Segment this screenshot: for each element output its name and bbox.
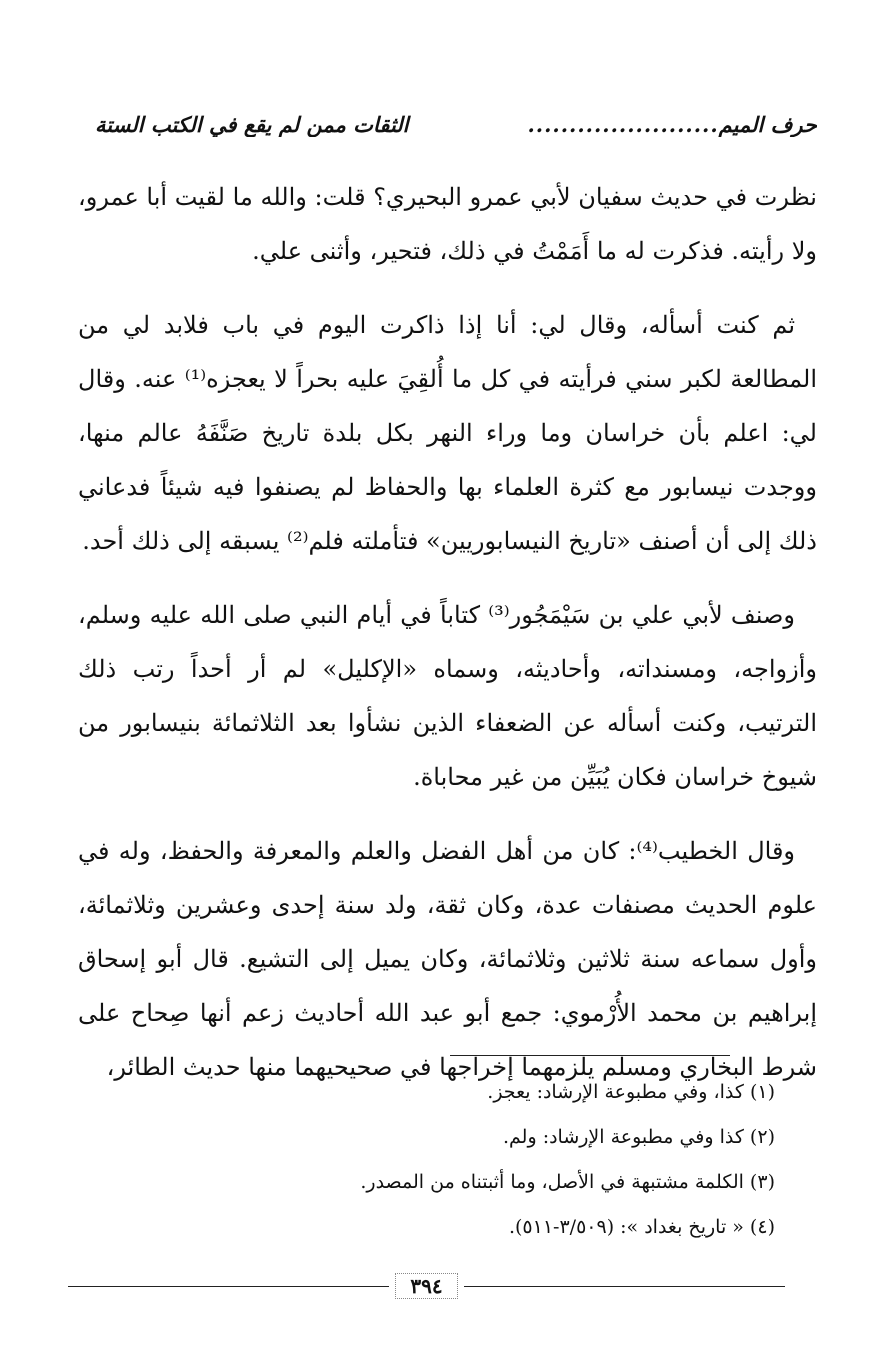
footer-rule-left [68,1286,389,1287]
footnote-separator [450,1055,730,1056]
footnote-3: (٣) الكلمة مشتبهة في الأصل، وما أثبتناه من المصدر. [360,1171,775,1193]
footer-rule-right [464,1286,785,1287]
footnotes [150,1070,775,1250]
running-head-book-title: الثقات ممن لم يقع في الكتب الستة [95,112,409,137]
page-footer [68,1274,785,1298]
footnote-4: (٤) « تاريخ بغداد »: (٣/٥٠٩-٥١١). [508,1216,775,1238]
paragraph-4: وقال الخطيب⁽⁴⁾: كان من أهل الفضل والعلم والمعرفة والحفظ، وله في علوم الحديث مصنفات عدة، وكان ثقة، ولد سنة إحدى وعشرين وثلاثمائة، وأول سماعه سنة ثلاثين وثلاثمائة، وكان يميل إلى التشيع. قال أبو إسحاق إبراهيم بن محمد الأُرْموي: جمع أبو عبد الله أحاديث زعم أنها صِحاح على شرط البخاري ومسلم يلزمهما إخراجها في صحيحيهما منها حديث الطائر، [78,837,817,1081]
body-text [78,170,817,1114]
running-head-leader-dots: ....................... [527,112,719,137]
running-head [95,112,817,137]
paragraph-1: نظرت في حديث سفيان لأبي عمرو البحيري؟ قلت: والله ما لقيت أبا عمرو، ولا رأيته. فذكرت له ما أَمَمْتُ في ذلك، فتحير، وأثنى علي. [78,183,817,265]
footnote-1: (١) كذا، وفي مطبوعة الإرشاد: يعجز. [487,1081,775,1103]
footnote-2: (٢) كذا وفي مطبوعة الإرشاد: ولم. [503,1126,775,1148]
paragraph-2: ثم كنت أسأله، وقال لي: أنا إذا ذاكرت اليوم في باب فلابد لي من المطالعة لكبر سني فرأيته في كل ما أُلقِيَ عليه بحراً لا يعجزه⁽¹⁾ عنه. وقال لي: اعلم بأن خراسان وما وراء النهر بكل بلدة تاريخ صَنَّفَهُ عالم منها، ووجدت نيسابور مع كثرة العلماء بها والحفاظ لم يصنفوا فيه شيئاً فدعاني ذلك إلى أن أصنف «تاريخ النيسابوريين» فتأملته فلم⁽²⁾ يسبقه إلى ذلك أحد. [78,311,817,555]
page-number: ٣٩٤ [395,1273,457,1299]
running-head-section: حرف الميم [718,112,817,137]
paragraph-3: وصنف لأبي علي بن سَيْمَجُور⁽³⁾ كتاباً في أيام النبي صلى الله عليه وسلم، وأزواجه، ومسنداته، وأحاديثه، وسماه «الإكليل» لم أر أحداً رتب ذلك الترتيب، وكنت أسأله عن الضعفاء الذين نشأوا بعد الثلاثمائة بنيسابور من شيوخ خراسان فكان يُبَيِّن من غير محاباة. [78,601,817,791]
